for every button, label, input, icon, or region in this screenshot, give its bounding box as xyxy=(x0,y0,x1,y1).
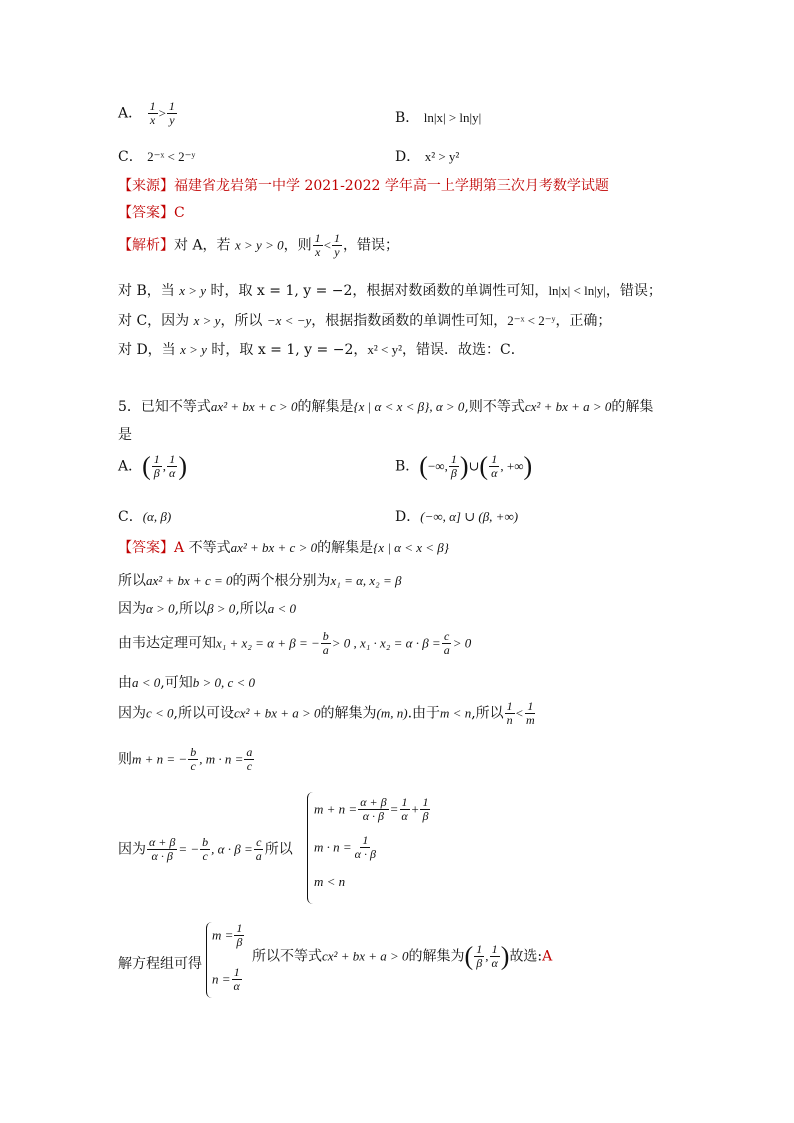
option-expression: x² > y² xyxy=(424,149,460,164)
q5-line5: 由a < 0,可知b > 0, c < 0 xyxy=(118,675,256,691)
fraction-1-over-x: $\frac{1}{x}$ xyxy=(314,231,321,259)
q4-analysis-c: 对 C，因为 x > y，所以 −x < −y，根据指数函数的单调性可知，2⁻ˣ < 2⁻ʸ，正确； xyxy=(118,313,612,329)
q5-option-d: D．(−∞, α] ∪ (β, +∞) xyxy=(395,509,519,525)
q4-source xyxy=(118,175,609,195)
solution-eq-1: m = $\frac{1}{\beta}$ xyxy=(212,921,243,949)
fraction-1-over-x: $\frac{1}{x}$ xyxy=(149,99,156,127)
option-label: D． xyxy=(395,149,421,165)
fraction-1-over-y: $\frac{1}{y}$ xyxy=(333,231,340,259)
q5-line7: 则m + n = − $\frac{b}{c}$ , m · n = $\frac{a}{c}$ xyxy=(118,745,253,773)
fraction-1-over-alpha: $\frac{1}{\alpha}$ xyxy=(169,452,176,480)
q4-option-b xyxy=(395,107,481,127)
q4-answer xyxy=(118,202,185,222)
source-text: 福建省龙岩第一中学 2021-2022 学年高一上学期第三次月考数学试题 xyxy=(174,178,609,194)
fraction-1-over-beta: $\frac{1}{\beta}$ xyxy=(153,452,160,480)
q4-option-d xyxy=(395,146,459,166)
q4-option-c xyxy=(118,146,195,166)
system-eq-2: m · n = $\frac{1}{\alpha \cdot \beta}$ xyxy=(314,833,376,861)
answer-tag: 【答案】 xyxy=(118,205,174,221)
q4-analysis-b: 对 B，当 x > y 时，取 x = 1, y = −2，根据对数函数的单调性可知，ln|x| < ln|y|，错误； xyxy=(118,283,662,299)
system-brace xyxy=(307,792,314,904)
system-eq-1: m + n = $\frac{\alpha + \beta}{\alpha \cdot \beta}$ = $\frac{1}{\alpha}$ + $\frac{1}{\beta}$ xyxy=(314,795,429,823)
q5-line9-label: 解方程组可得 xyxy=(118,956,202,972)
fraction-1-over-beta: $\frac{1}{\beta}$ xyxy=(450,452,457,480)
q5-line3: 因为α > 0,所以β > 0,所以a < 0 xyxy=(118,601,297,617)
system-eq-3: m < n xyxy=(314,874,346,889)
fraction-1-over-y: $\frac{1}{y}$ xyxy=(168,99,175,127)
answer-text: C xyxy=(174,205,185,221)
source-tag: 【来源】 xyxy=(118,178,174,194)
option-label: C． xyxy=(118,149,143,165)
q5-line6: 因为c < 0,所以可设cx² + bx + a > 0的解集为(m, n).由于m < n,所以 $\frac{1}{n}$ < $\frac{1}{m}$ xyxy=(118,699,535,727)
analysis-tag: 【解析】 xyxy=(118,237,174,254)
q5-line9: 所以不等式cx² + bx + a > 0的解集为( $\frac{1}{\beta}$ , $\frac{1}{\alpha}$ )故选:A xyxy=(252,941,553,971)
q4-analysis-a: 【解析】对 A，若 x > y > 0，则 $\frac{1}{x}$ < $\frac{1}{y}$ ，错误； xyxy=(118,231,399,259)
q4-analysis-d: 对 D，当 x > y 时，取 x = 1, y = −2，x² < y²，错误．故选：C． xyxy=(118,342,525,358)
option-expression: ln|x| > ln|y| xyxy=(423,110,482,125)
q5-stem-line2: 是 xyxy=(118,427,132,443)
q4-option-a: A． $\frac{1}{x}$ > $\frac{1}{y}$ xyxy=(118,99,175,127)
solution-eq-2: n = $\frac{1}{\alpha}$ xyxy=(212,965,240,993)
q5-line2: 所以ax² + bx + c = 0的两个根分别为x₁ = α, x₂ = β xyxy=(118,573,402,589)
fraction-1-over-alpha: $\frac{1}{\alpha}$ xyxy=(491,452,498,480)
q5-line4: 由韦达定理可知x₁ + x₂ = α + β = − $\frac{b}{a}$ > 0 , x₁ · x₂ = α · β = $\frac{c}{a}$ > 0 xyxy=(118,629,472,657)
option-label: A． xyxy=(118,105,143,122)
q5-answer-line1: 【答案】A 不等式ax² + bx + c > 0的解集是{x | α < x < β} xyxy=(118,540,449,556)
q5-option-c: C．(α, β) xyxy=(118,509,172,525)
q5-option-a: A．( $\frac{1}{\beta}$ , $\frac{1}{\alpha}$ ) xyxy=(118,451,188,481)
option-label: B． xyxy=(395,110,420,126)
q5-stem-line1: 5．已知不等式ax² + bx + c > 0的解集是{x | α < x < β}, α > 0,则不等式cx² + bx + a > 0的解集 xyxy=(118,399,654,415)
q5-line8: 因为 $\frac{\alpha + \beta}{\alpha \cdot \beta}$ = − $\frac{b}{c}$ , α · β = $\frac{c}{a}$ 所以 xyxy=(118,835,293,863)
q5-option-b: B．(−∞, $\frac{1}{\beta}$ )∪( $\frac{1}{\alpha}$ , +∞) xyxy=(395,451,533,481)
option-expression: 2⁻ˣ < 2⁻ʸ xyxy=(147,149,196,164)
